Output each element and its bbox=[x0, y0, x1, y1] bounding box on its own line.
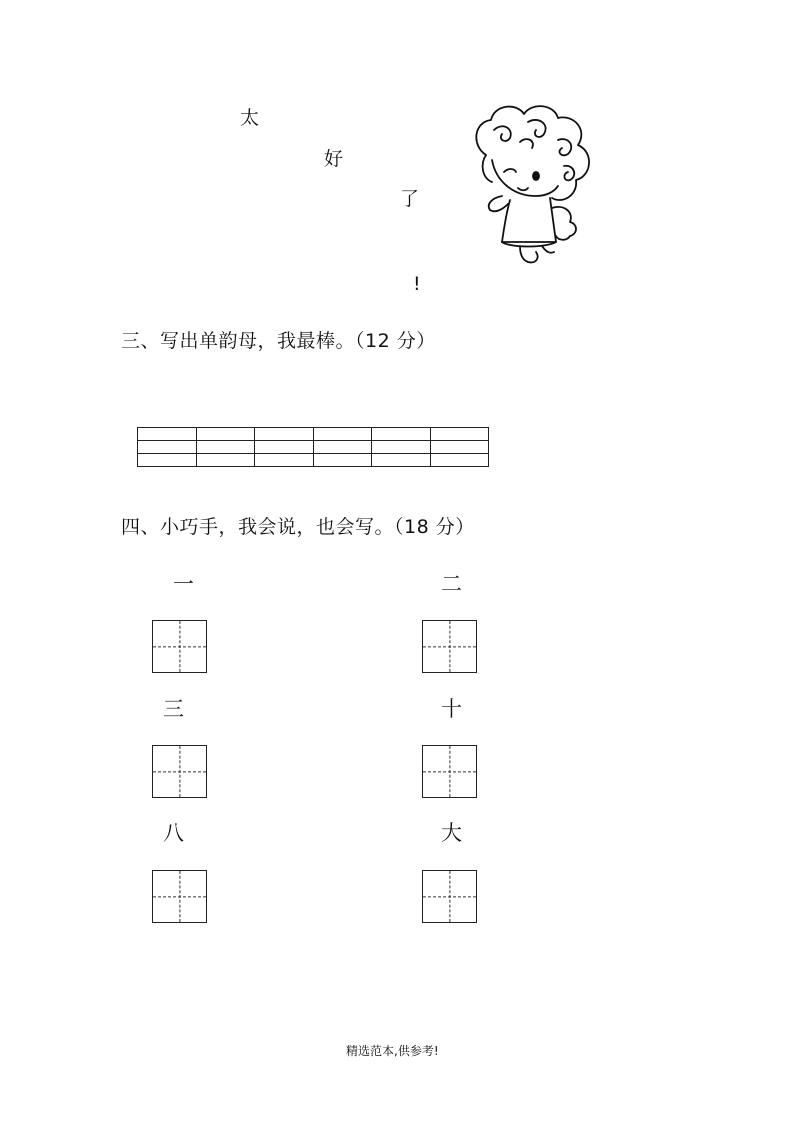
char-label-yi: 一 bbox=[173, 572, 194, 596]
table-row bbox=[138, 428, 489, 441]
char-label-da: 大 bbox=[441, 821, 462, 845]
table-cell[interactable] bbox=[138, 454, 197, 467]
table-cell[interactable] bbox=[255, 454, 314, 467]
section4-heading: 四、小巧手，我会说，也会写。（18 分） bbox=[121, 516, 475, 538]
char-label-er: 二 bbox=[441, 572, 462, 596]
curly-haired-girl-illustration bbox=[466, 100, 600, 265]
table-cell[interactable] bbox=[255, 441, 314, 454]
section3-heading: 三、写出单韵母，我最棒。（12 分） bbox=[121, 330, 436, 352]
char-label-shi: 十 bbox=[441, 697, 462, 721]
vowel-writing-table bbox=[137, 427, 489, 467]
writing-grid-box-da[interactable] bbox=[422, 870, 477, 923]
table-cell[interactable] bbox=[430, 454, 489, 467]
char-label-ba: 八 bbox=[163, 821, 184, 845]
writing-grid-box-ba[interactable] bbox=[152, 870, 207, 923]
scatter-exclamation: ! bbox=[413, 273, 421, 295]
table-cell[interactable] bbox=[196, 441, 255, 454]
table-cell[interactable] bbox=[430, 428, 489, 441]
table-cell[interactable] bbox=[196, 428, 255, 441]
scatter-char-1: 太 bbox=[240, 107, 260, 129]
table-cell[interactable] bbox=[255, 428, 314, 441]
table-cell[interactable] bbox=[196, 454, 255, 467]
writing-grid-box-shi[interactable] bbox=[422, 745, 477, 798]
table-cell[interactable] bbox=[372, 428, 431, 441]
table-row bbox=[138, 441, 489, 454]
writing-grid-box-er[interactable] bbox=[422, 620, 477, 673]
table-cell[interactable] bbox=[372, 454, 431, 467]
char-label-san: 三 bbox=[163, 697, 184, 721]
scatter-char-2: 好 bbox=[324, 148, 344, 170]
table-cell[interactable] bbox=[138, 428, 197, 441]
table-cell[interactable] bbox=[138, 441, 197, 454]
table-cell[interactable] bbox=[372, 441, 431, 454]
writing-grid-box-yi[interactable] bbox=[152, 620, 207, 673]
page-footer: 精选范本,供参考! bbox=[346, 1044, 439, 1058]
table-cell[interactable] bbox=[313, 428, 372, 441]
writing-grid-box-san[interactable] bbox=[152, 745, 207, 798]
table-cell[interactable] bbox=[313, 441, 372, 454]
table-row bbox=[138, 454, 489, 467]
table-cell[interactable] bbox=[313, 454, 372, 467]
table-cell[interactable] bbox=[430, 441, 489, 454]
scatter-char-3: 了 bbox=[400, 188, 420, 210]
